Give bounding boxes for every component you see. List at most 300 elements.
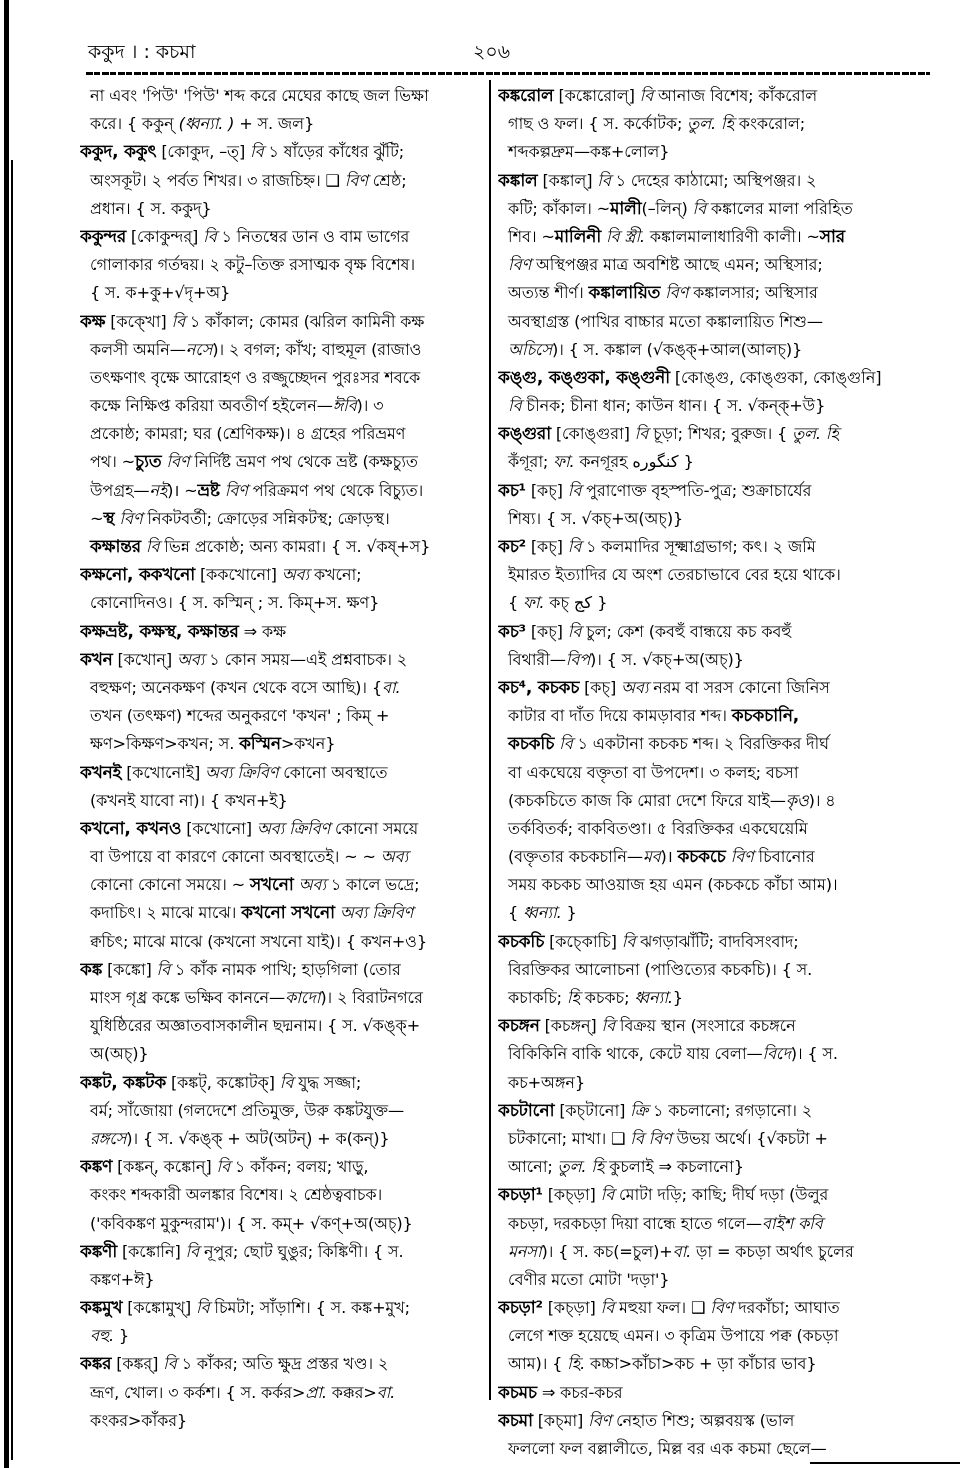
- entry-headline: [80, 1153, 482, 1181]
- definition-text: [কচ্ড়া]: [542, 1298, 601, 1318]
- definition-text: [কচ্কোচি]: [544, 931, 622, 951]
- definition-text: আম)। {: [508, 1354, 568, 1374]
- entry-continuation: [498, 815, 930, 843]
- entry-continuation: [80, 195, 482, 223]
- grammar-label: ফা.: [553, 452, 575, 472]
- definition-text: >কখন}: [280, 734, 336, 754]
- grammar-label: বি: [621, 931, 636, 951]
- entry-continuation: [498, 1266, 930, 1294]
- definition-text: ক্বচিৎ; মাঝে মাঝে (কখনো সখনো যাই)। { কখন+ও}: [90, 931, 427, 951]
- headword: কঙ্কট, কঙ্কটক: [80, 1072, 167, 1093]
- grammar-label: বি: [185, 1241, 199, 1261]
- definition-text: ১ দেহের কাঠামো; অস্থিপঞ্জর। ২: [610, 170, 817, 190]
- entry-headline: [80, 759, 482, 787]
- grammar-label: অব্য: [621, 677, 649, 697]
- definition-text: )। { স.: [790, 1044, 838, 1064]
- definition-text: বর্ম; সাঁজোয়া (গলদেশে প্রতিমুক্ত, উরু কঙ্কটযুক্ত—: [90, 1100, 405, 1120]
- grammar-label: বি: [216, 1157, 230, 1177]
- definition-text: ১ কোন সময়—এই প্রশ্নবাচক। ২: [204, 649, 408, 669]
- entry-continuation: [80, 871, 482, 899]
- entry-continuation: [498, 1040, 930, 1068]
- definition-text: (–লিন্): [641, 198, 693, 218]
- definition-text: ১ কাঁকর; অতি ক্ষুদ্র প্রস্তর খণ্ড। ২: [176, 1354, 389, 1374]
- definition-text: [কচ্]: [525, 480, 568, 500]
- entry-continuation: [80, 251, 482, 279]
- left-column: [80, 82, 482, 1435]
- entry-headline: [498, 674, 930, 702]
- definition-text: শব্দকল্পদ্রুম—কঙ্ক+লোল}: [508, 142, 670, 162]
- grammar-label: বিণ: [119, 508, 143, 528]
- entry-continuation: [498, 1322, 930, 1350]
- headword: কচ¹: [498, 480, 526, 501]
- entry-continuation: [498, 195, 930, 223]
- grammar-label: বিণ: [730, 847, 754, 867]
- entry-continuation: [80, 674, 482, 702]
- headword: কঙ্কমুখ: [80, 1298, 123, 1319]
- definition-text: ভ্রূণ, খোল। ৩ কর্কশ। { স. কর্কর>: [90, 1382, 306, 1402]
- entry-continuation: [498, 759, 930, 787]
- grammar-label: অচিসে: [508, 339, 552, 359]
- definition-text: [কঙ্কোমুখ্]: [122, 1298, 196, 1318]
- definition-text: কচকচ;: [579, 988, 635, 1007]
- entry-continuation: [498, 279, 930, 307]
- entry-continuation: [80, 899, 482, 927]
- right-column: [498, 82, 930, 1463]
- definition-text: }: [561, 903, 577, 923]
- entry-continuation: [80, 336, 482, 364]
- grammar-label: বি স্ত্রী.: [605, 226, 645, 246]
- grammar-label: বা.: [381, 677, 401, 697]
- grammar-label: বিণ: [344, 170, 368, 190]
- definition-text: কোনোদিনও। { স. কস্মিন্ ; স. কিম্+স. ক্ষণ}: [90, 593, 380, 613]
- definition-text: ১ কাঁকন; বলয়; খাড়ু,: [229, 1157, 369, 1177]
- entry-headline: [80, 618, 482, 646]
- definition-text: আনো;: [508, 1157, 558, 1177]
- definition-text: )। { স. √কঙ্ক্ + অট(অটন্) + ক(কন্)}: [126, 1128, 390, 1148]
- definition-text: অবস্থাগ্রস্ত (পাখির বাচ্চার মতো কঙ্কালায়িত শিশু—: [508, 311, 823, 331]
- entry-continuation: [498, 730, 930, 758]
- definition-text: [কচ্]: [525, 537, 568, 556]
- definition-text: ক্ষণ>কিক্ষণ>কখন; স.: [90, 734, 240, 754]
- entry-continuation: [80, 82, 482, 110]
- definition-text: নিকটবর্তী; ক্রোড়ের সন্নিকটস্থ; ক্রোড়স্থ।: [142, 508, 390, 528]
- grammar-label: হি.: [567, 1354, 586, 1374]
- entry-continuation: [498, 1125, 930, 1153]
- header-rule: [86, 72, 930, 75]
- definition-text: উভয় অর্থে। {√কচটা +: [671, 1128, 828, 1148]
- definition-text: ১ কলমাদির সূক্ষ্মাগ্রভাগ; কৎ। ২ জমি: [581, 537, 816, 556]
- definition-text: নরম বা সরস কোনো জিনিস: [648, 677, 830, 697]
- definition-text: দরকাঁচা; আঘাত: [733, 1298, 840, 1318]
- entry-continuation: [80, 477, 482, 505]
- headword: কচড়া¹: [498, 1185, 543, 1206]
- definition-text: চটকানো; মাখা। ❑: [508, 1128, 631, 1148]
- grammar-label: অব্য: [298, 875, 326, 895]
- definition-text: চূড়া; শিখর; বুরুজ। {: [648, 424, 793, 444]
- definition-text: সময় কচকচ আওয়াজ হয় এমন (কচকচে কাঁচা আম)।: [508, 875, 838, 895]
- grammar-label: বি: [600, 1298, 615, 1318]
- grammar-label: ঈবি: [332, 396, 357, 416]
- definition-text: অংসকূট। ২ পর্বত শিখর। ৩ রাজচিহ্ন। ❑: [90, 170, 345, 190]
- definition-text: কঙ্কালমালাধারিণী কালী। ~: [644, 226, 820, 246]
- grammar-label: বি: [634, 424, 649, 444]
- definition-text: [কচ্টানো]: [554, 1100, 631, 1120]
- grammar-label: হি: [566, 988, 580, 1007]
- definition-text: [কঙ্কাল্]: [537, 170, 598, 190]
- entry-headline: [498, 167, 930, 195]
- grammar-label: বিণ: [508, 255, 532, 275]
- definition-text: ১ ষাঁড়ের কাঁধের ঝুঁটি;: [263, 142, 405, 162]
- definition-text: কংকং শব্দকারী অলঙ্কার বিশেষ। ২ শ্রেষ্ঠত্ববাচক।: [90, 1185, 383, 1205]
- entry-continuation: [498, 110, 930, 138]
- definition-text: শিষ্য। { স. √কচ্+অ(অচ্)}: [508, 508, 684, 528]
- entry-continuation: [498, 956, 930, 984]
- definition-text: [কচ্]: [579, 677, 622, 697]
- definition-text: [ককখোনো]: [195, 565, 282, 585]
- definition-text: গাছ ও ফল। { স. কর্কোটক;: [508, 114, 688, 134]
- definition-text: নির্দিষ্ট ভ্রমণ পথ থেকে ভ্রষ্ট (কক্ষচ্যুত: [189, 452, 418, 472]
- entry-continuation: [498, 702, 930, 730]
- grammar-label: অব্য ক্রিবিণ: [256, 818, 331, 838]
- entry-continuation: [498, 448, 930, 476]
- headword: কঙ্কালায়িত: [588, 283, 661, 304]
- grammar-label: তুল. হি: [557, 1157, 605, 1177]
- entry-continuation: [80, 702, 482, 730]
- grammar-label: বিণ: [224, 480, 248, 500]
- headword: কঙ্কণ: [80, 1157, 113, 1178]
- grammar-label: অব্য: [380, 847, 409, 867]
- grammar-label: বি: [692, 198, 706, 218]
- headword: কচ²: [498, 537, 526, 557]
- definition-text: বহুক্ষণ; অনেকক্ষণ (কখন থেকে বসে আছি)। {: [90, 677, 382, 697]
- entry-headline: [498, 477, 930, 505]
- definition-text: কোনো অবস্থাতে: [278, 762, 388, 782]
- entry-headline: [80, 138, 482, 166]
- entry-continuation: [80, 167, 482, 195]
- entry-headline: [498, 1012, 930, 1040]
- definition-text: কচ+অঙ্গন}: [508, 1072, 585, 1092]
- grammar-label: তুল. হি: [687, 114, 734, 134]
- grammar-label: ক্রি: [630, 1100, 649, 1120]
- grammar-label: কাদো: [284, 988, 321, 1007]
- headword: ভ্রষ্ট: [197, 480, 220, 501]
- definition-text: চিবানোর: [753, 847, 815, 867]
- definition-text: কলসী অমনি—: [90, 339, 186, 359]
- grammar-label: অব্য: [281, 565, 310, 585]
- definition-text: ১ কাঁকাল; কোমর (ঝরিল কামিনী কক্ষ: [184, 311, 425, 331]
- grammar-label: বি: [203, 226, 217, 246]
- entry-continuation: [498, 336, 930, 364]
- entry-headline: [80, 815, 482, 843]
- entry-continuation: [80, 110, 482, 138]
- entry-continuation: [498, 1210, 930, 1238]
- entry-headline: [80, 956, 482, 984]
- grammar-label: প্রা.: [305, 1382, 327, 1402]
- headword: চ্যুত: [134, 452, 162, 473]
- headword: কঙ্ক: [80, 959, 103, 980]
- definition-text: [কঙ্কোনি]: [117, 1241, 186, 1261]
- definition-text: কুচলাই ⇒ কচলানো}: [604, 1157, 744, 1177]
- grammar-label: অব্য ক্রিবিণ: [339, 903, 414, 923]
- definition-text: )। ২ বগল; কাঁখ; বাহুমূল (রাজাও: [212, 339, 422, 359]
- definition-text: [কঙ্কো]: [102, 959, 157, 979]
- definition-text: কটি; কাঁকাল। ~: [508, 198, 610, 218]
- definition-text: }: [113, 1326, 129, 1346]
- entry-continuation: [80, 1040, 482, 1068]
- entry-continuation: [80, 843, 482, 871]
- entry-headline: [498, 1379, 930, 1407]
- entry-headline: [498, 533, 930, 561]
- entry-continuation: [80, 392, 482, 420]
- headword: ককুন্দর: [80, 226, 126, 247]
- page-number: ২০৬: [473, 41, 511, 63]
- entry-continuation: [498, 1435, 930, 1463]
- definition-text: মাংস গৃধ্র কঙ্কে ভক্ষিব কাননে—: [90, 988, 285, 1007]
- definition-text: ১ নিতম্বের ডান ও বাম ভাগের: [216, 226, 410, 246]
- column-divider: [489, 80, 491, 1400]
- grammar-label: বা.: [376, 1382, 396, 1402]
- entry-continuation: [80, 1181, 482, 1209]
- definition-text: কনগূরহ كنگوره }: [574, 452, 694, 472]
- definition-text: [কঙ্কট্, কঙ্কোটক্]: [166, 1072, 280, 1092]
- entry-continuation: [80, 589, 482, 617]
- entry-headline: [498, 1097, 930, 1125]
- definition-text: {: [508, 593, 524, 613]
- headword: কঙ্গু, কঙ্গুকা, কঙ্গুনী: [498, 367, 670, 388]
- headword: মালী: [609, 198, 642, 219]
- definition-text: { স. ক+কু+√দৃ+অ}: [90, 283, 231, 303]
- headword: কচ⁴, কচকচ: [498, 677, 580, 698]
- definition-text: কঙ্কালের মালা পরিহিত: [705, 198, 853, 218]
- definition-text: )। { স. কঙ্কাল (√কঙ্ক্+আল(আলচ্)}: [551, 339, 803, 359]
- entry-continuation: [80, 730, 482, 758]
- definition-text: যুধিষ্ঠিরের অজ্ঞাতবাসকালীন ছদ্মনাম। { স. √কঙ্ক্+: [90, 1016, 420, 1036]
- definition-text: [কঙ্কন্, কঙ্কোন্]: [112, 1157, 217, 1177]
- entry-continuation: [498, 787, 930, 815]
- definition-text: [কচঙ্গন্]: [539, 1016, 602, 1036]
- definition-text: )। { স. √কচ্+অ(অচ্)}: [589, 649, 744, 669]
- definition-text: শ্রেষ্ঠ;: [367, 170, 407, 190]
- headword: কস্মিন: [239, 734, 281, 755]
- entry-continuation: [80, 505, 482, 533]
- definition-text: বা উপায়ে বা কারণে কোনো অবস্থাতেই। ~ ~: [90, 847, 381, 867]
- definition-text: কচড়া, দরকচড়া দিয়া বান্ধে হাতে গলে—: [508, 1213, 762, 1233]
- definition-text: পথ। ~: [90, 452, 135, 472]
- definition-text: কচ্চা>কাঁচা>কচ + ড়া কাঁচার ভাব}: [585, 1354, 817, 1374]
- definition-text: চুল; কেশ (কবহুঁ বান্ধয়ে কচ কবহুঁ: [581, 621, 792, 641]
- definition-text: [কচ্মা]: [532, 1410, 589, 1430]
- definition-text: ১ কচলানো; রগড়ানো। ২: [648, 1100, 813, 1120]
- grammar-label: বি: [601, 1016, 615, 1036]
- headword: কচমচ: [498, 1382, 537, 1403]
- definition-text: অ(অচ্)}: [90, 1044, 149, 1064]
- grammar-label: বি: [195, 1298, 210, 1318]
- entry-continuation: [80, 1012, 482, 1040]
- grammar-label: নই: [149, 480, 168, 500]
- definition-text: পুরাণোক্ত বৃহস্পতি-পুত্র; শুক্রাচার্যের: [581, 480, 812, 500]
- definition-text: ঝগড়াঝাঁটি; বাদবিসংবাদ;: [635, 931, 799, 951]
- grammar-label: মব: [642, 847, 661, 867]
- definition-text: (কচকচিতে কাজ কি মোরা দেশে ফিরে যাই—: [508, 790, 786, 810]
- headword: কচটানো: [498, 1100, 555, 1121]
- grammar-label: বি: [567, 621, 582, 641]
- headword: কঙ্করোল: [498, 86, 554, 106]
- grammar-label: তুল. হি: [792, 424, 839, 444]
- headword: মালিনী: [554, 226, 602, 247]
- definition-text: [কোকুন্দর্]: [125, 226, 204, 246]
- page-header: [88, 38, 928, 68]
- entry-continuation: [80, 1379, 482, 1407]
- headword: কচকচানি,: [731, 706, 800, 727]
- definition-text: তৎক্ষণাৎ বৃক্ষে আরোহণ ও রজ্জুচ্ছেদন পুরঃসর শবকে: [90, 367, 421, 387]
- definition-text: {: [508, 903, 524, 923]
- definition-text: ১ একটানা কচকচ শব্দ। ২ বিরক্তিকর দীর্ঘ: [572, 734, 829, 754]
- grammar-label: বি: [171, 311, 185, 331]
- definition-text: কঁগূরা;: [508, 452, 554, 472]
- footer-rule: [810, 1462, 960, 1464]
- headword: কচকচে: [677, 847, 726, 868]
- definition-text: প্রকোষ্ঠ; কামরা; ঘর (শ্রেণিকক্ষ)। ৪ গ্রহের পরিভ্রমণ: [90, 424, 406, 444]
- entry-continuation: [80, 984, 482, 1012]
- entry-continuation: [80, 533, 482, 561]
- grammar-label: বিপ: [565, 649, 590, 669]
- grammar-label: নসে: [185, 339, 213, 359]
- definition-text: কক্ষে নিক্ষিপ্ত করিয়া অবতীর্ণ হইলেন—: [90, 396, 333, 416]
- definition-text: [কখোনোই]: [121, 762, 206, 782]
- scan-edge-shadow: [4, 0, 9, 1468]
- definition-text: প্রধান। { স. ককুদ্}: [90, 198, 212, 218]
- headword: কঙ্কণী: [80, 1241, 118, 1262]
- headword: কচ³: [498, 621, 526, 642]
- headword: কখনো সখনো: [241, 903, 335, 924]
- entry-continuation: [80, 364, 482, 392]
- definition-text: (কখনই যাবো না)। { কখন+ই}: [90, 790, 288, 810]
- definition-text: ('কবিকঙ্কণ মুকুন্দরাম')। { স. কম্+ √কণ্+অ(অচ্)}: [90, 1213, 413, 1233]
- grammar-label: বি: [145, 537, 160, 556]
- headword: সার: [819, 226, 845, 247]
- headword: কক্ষনো, ককখনো: [80, 565, 196, 586]
- entry-headline: [498, 928, 930, 956]
- definition-text: পরিক্রমণ পথ থেকে বিচ্যুত।: [247, 480, 424, 500]
- definition-text: করে। { ককুন্: [90, 114, 179, 134]
- headword: কক্ষভ্রষ্ট, কক্ষস্থ, কক্ষান্তর: [80, 621, 239, 642]
- entry-continuation: [80, 1266, 482, 1294]
- definition-text: )। { স. কচ(=চুল)+: [541, 1241, 673, 1261]
- entry-continuation: [498, 561, 930, 589]
- definition-text: ফললো ফল বল্লালীতে, মিল্ল বর এক কচমা ছেলে—: [508, 1439, 827, 1458]
- grammar-label: (ধ্বন্যা. ): [178, 114, 235, 134]
- grammar-label: বি: [597, 170, 611, 190]
- definition-text: [কখোন্]: [112, 649, 177, 669]
- definition-text: নূপুর; ছোট ঘুঙুর; কিঙ্কিণী। { স.: [199, 1241, 404, 1261]
- definition-text: )। ২ বিরাটনগরে: [320, 988, 423, 1007]
- definition-text: তখন (তৎক্ষণ) শব্দের অনুকরণে 'কখন' ; কিম্ +: [90, 706, 390, 726]
- entry-continuation: [498, 984, 930, 1012]
- entry-continuation: [498, 1069, 930, 1097]
- definition-text: আনাজ বিশেষ; কাঁকরোল: [653, 86, 818, 105]
- grammar-label: রঙ্গসে: [90, 1128, 127, 1148]
- entry-continuation: [498, 138, 930, 166]
- entry-headline: [498, 1181, 930, 1209]
- grammar-label: বি: [559, 734, 573, 754]
- definition-text: চিমটা; সাঁড়াশি। { স. কঙ্ক+মুখ;: [209, 1298, 410, 1318]
- grammar-label: মনসা: [508, 1241, 542, 1261]
- headword: কচকচি: [508, 734, 555, 755]
- definition-text: বিকিকিনি বাকি থাকে, কেটে যায় বেলা—: [508, 1044, 763, 1064]
- definition-text: বিক্রয় স্থান (সংসারে কচঙ্গনে: [614, 1016, 796, 1036]
- entry-headline: [80, 1238, 482, 1266]
- definition-text: )। ৪: [808, 790, 836, 810]
- definition-text: কক্কর>: [326, 1382, 377, 1402]
- grammar-label: বিণ: [665, 283, 689, 303]
- entry-continuation: [80, 279, 482, 307]
- grammar-label: বিণ: [166, 452, 190, 472]
- headword: কঙ্কাল: [498, 170, 538, 191]
- definition-text: ১ কাঁক নামক পাখি; হাড়গিলা (তোর: [169, 959, 401, 979]
- grammar-label: বি: [508, 396, 522, 416]
- entry-continuation: [498, 1153, 930, 1181]
- headword: সখনো: [249, 875, 294, 896]
- entry-continuation: [498, 505, 930, 533]
- running-head: ককুদ । : কচমা: [88, 41, 196, 63]
- entry-continuation: [80, 1322, 482, 1350]
- grammar-label: বিণ: [710, 1298, 734, 1318]
- headword: কচঙ্গন: [498, 1016, 540, 1037]
- entry-continuation: [498, 251, 930, 279]
- grammar-label: বহু.: [90, 1326, 114, 1346]
- grammar-label: ধ্বন্যা.: [523, 903, 562, 923]
- entry-headline: [80, 1350, 482, 1378]
- entry-continuation: [80, 1210, 482, 1238]
- entry-continuation: [80, 1097, 482, 1125]
- headword: কক্ষ: [80, 311, 106, 332]
- entry-continuation: [498, 392, 930, 420]
- entry-continuation: [80, 787, 482, 815]
- definition-text: মোটা দড়ি; কাছি; দীর্ঘ দড়া (উলুর: [614, 1185, 829, 1205]
- definition-text: [কচ্ড়া]: [542, 1185, 601, 1205]
- definition-text: বা একঘেয়ে বক্তৃতা বা উপদেশ। ৩ কলহ; বচসা: [508, 762, 799, 782]
- entry-headline: [80, 1294, 482, 1322]
- grammar-label: বা.: [672, 1241, 692, 1261]
- grammar-label: অব্য: [176, 649, 205, 669]
- headword: কঙ্কর: [80, 1354, 112, 1375]
- definition-text: [কঙ্কোরোল্]: [553, 86, 640, 105]
- definition-text: গোলাকার গর্তদ্বয়। ২ কটু–তিক্ত রসাত্মক বৃক্ষ বিশেষ।: [90, 255, 415, 275]
- definition-text: বিরক্তিকর আলোচনা (পাণ্ডিত্যের কচকচি)। { স.: [508, 959, 813, 979]
- grammar-label: বি: [163, 1354, 177, 1374]
- definition-text: [কক্খো]: [105, 311, 172, 331]
- entry-headline: [80, 308, 482, 336]
- grammar-label: বি বিণ: [630, 1128, 672, 1148]
- entry-continuation: [498, 871, 930, 899]
- entry-headline: [80, 1069, 482, 1097]
- definition-text: তর্কবিতর্ক; বাকবিতণ্ডা। ৫ বিরক্তিকর একঘেয়েমি: [508, 818, 808, 838]
- entry-continuation: [80, 1125, 482, 1153]
- definition-text: শিব। ~: [508, 226, 555, 246]
- definition-text: ড়া = কচড়া অর্থাৎ চুলের: [691, 1241, 854, 1261]
- definition-text: কঙ্কণ+ঈ}: [90, 1269, 155, 1289]
- entry-continuation: [498, 1238, 930, 1266]
- definition-text: ইমারত ইত্যাদির যে অংশ তেরচাভাবে বের হয়ে থাকে।: [508, 565, 841, 585]
- entry-headline: [498, 420, 930, 448]
- grammar-label: বি: [567, 480, 582, 500]
- grammar-label: কৃও: [785, 790, 809, 810]
- entry-headline: [498, 1407, 930, 1435]
- entry-continuation: [80, 1407, 482, 1435]
- headword: কচড়া²: [498, 1298, 543, 1319]
- entry-headline: [498, 618, 930, 646]
- definition-text: কংকরোল;: [733, 114, 805, 134]
